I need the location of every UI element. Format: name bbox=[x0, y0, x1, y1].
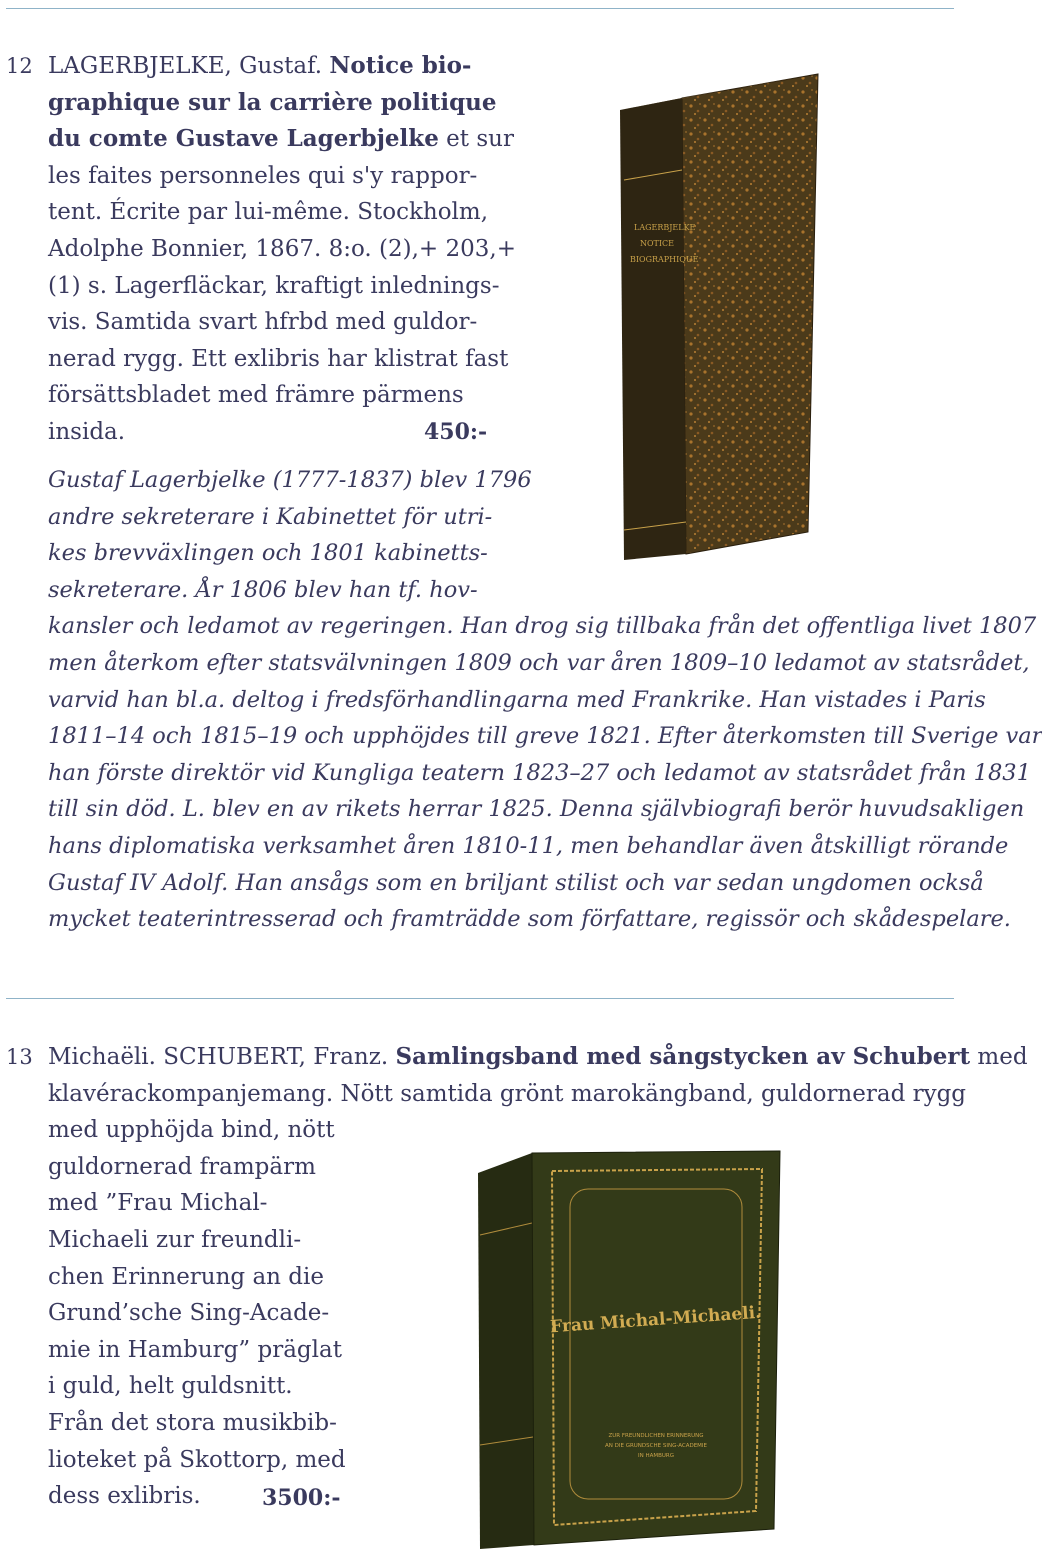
spine-text: NOTICE bbox=[640, 239, 675, 248]
lot-description bbox=[48, 48, 516, 451]
lot-price: 450:- bbox=[424, 419, 488, 445]
note-line: till sin död. L. blev en av rikets herrar 1825. Denna självbiografi berör huvudsakligen bbox=[48, 796, 1025, 823]
desc-line: i guld, helt guldsnitt. bbox=[48, 1373, 293, 1400]
cover-title: Frau Michal-Michaeli. bbox=[549, 1302, 762, 1338]
desc-line: Michaeli zur freundli- bbox=[48, 1226, 302, 1253]
desc-line: Michaëli. SCHUBERT, Franz. Samlingsband med sångstycken av Schubert med bbox=[48, 1043, 1028, 1070]
section-rule bbox=[6, 998, 954, 999]
desc-line: les faites personneles qui s'y rappor- bbox=[48, 162, 478, 189]
cover-small-text: ZUR FREUNDLICHEN ERINNERUNG bbox=[608, 1433, 704, 1439]
lot-note bbox=[48, 462, 1042, 938]
note-line: varvid han bl.a. deltog i fredsförhandlingarna med Frankrike. Han vistades i Paris bbox=[48, 686, 986, 713]
desc-line: guldornerad frampärm bbox=[48, 1153, 316, 1180]
spine-text: LAGERBJELKE bbox=[634, 223, 696, 232]
desc-line: lioteket på Skottorp, med bbox=[48, 1446, 346, 1473]
book-photo-lagerbjelke bbox=[590, 60, 830, 570]
desc-line: Grund’sche Sing-Acade- bbox=[48, 1300, 330, 1327]
desc-line: försättsbladet med främre pärmens bbox=[48, 382, 464, 409]
desc-line: Adolphe Bonnier, 1867. 8:o. (2),+ 203,+ bbox=[48, 235, 516, 262]
lot-number: 12 bbox=[6, 54, 33, 78]
desc-line: (1) s. Lagerfläckar, kraftigt inlednings- bbox=[48, 272, 500, 299]
note-line: kansler och ledamot av regeringen. Han drog sig tillbaka från det offentliga livet 1807 bbox=[48, 613, 1037, 640]
desc-line: med upphöjda bind, nött bbox=[48, 1117, 335, 1144]
note-line: mycket teaterintresserad och framträdde som författare, regissör och skådespelare. bbox=[48, 906, 1011, 933]
note-line: Gustaf IV Adolf. Han ansågs som en briljant stilist och var sedan ungdomen också bbox=[48, 869, 984, 896]
note-line: kes brevväxlingen och 1801 kabinetts- bbox=[48, 540, 488, 567]
lot-number: 13 bbox=[6, 1045, 33, 1069]
note-line: Gustaf Lagerbjelke (1777-1837) blev 1796 bbox=[48, 467, 532, 493]
desc-line: tent. Écrite par lui-même. Stockholm, bbox=[48, 199, 489, 226]
desc-line: chen Erinnerung an die bbox=[48, 1263, 324, 1290]
desc-line: vis. Samtida svart hfrbd med guldor- bbox=[48, 309, 478, 336]
desc-line: Från det stora musikbib- bbox=[48, 1409, 337, 1436]
top-rule bbox=[6, 8, 954, 9]
desc-line: insida. bbox=[48, 418, 126, 445]
desc-line: graphique sur la carrière politique bbox=[48, 88, 497, 116]
desc-line: klavérackompanjemang. Nött samtida grönt marokängband, guldornerad rygg bbox=[48, 1080, 967, 1107]
note-line: han förste direktör vid Kungliga teatern 1823–27 och ledamot av statsrådet från 1831 bbox=[48, 759, 1031, 786]
cover-small-text: IN HAMBURG bbox=[637, 1453, 675, 1459]
note-line: andre sekreterare i Kabinettet för utri- bbox=[48, 503, 493, 530]
desc-line: dess exlibris. bbox=[48, 1483, 201, 1510]
cover-small-text: AN DIE GRUNDSCHE SING-ACADEMIE bbox=[604, 1443, 708, 1449]
note-line: 1811–14 och 1815–19 och upphöjdes till greve 1821. Efter återkomsten till Sverige var bbox=[48, 723, 1042, 750]
desc-line: LAGERBJELKE, Gustaf. Notice bio- bbox=[48, 52, 472, 79]
lot-price: 3500:- bbox=[262, 1485, 341, 1511]
spine-text: BIOGRAPHIQUE bbox=[630, 255, 699, 264]
book-photo-schubert bbox=[470, 1145, 790, 1555]
desc-line: nerad rygg. Ett exlibris har klistrat fast bbox=[48, 345, 509, 372]
desc-line: du comte Gustave Lagerbjelke et sur bbox=[48, 125, 514, 153]
note-line: sekreterare. År 1806 blev han tf. hov- bbox=[48, 576, 478, 603]
note-line: men återkom efter statsvälvningen 1809 och var åren 1809–10 ledamot av statsrådet, bbox=[48, 649, 1030, 676]
desc-line: mie in Hamburg” präglat bbox=[48, 1336, 342, 1363]
note-line: hans diplomatiska verksamhet åren 1810-11, men behandlar även åtskilligt rörande bbox=[48, 832, 1009, 859]
desc-line: med ”Frau Michal- bbox=[48, 1190, 268, 1217]
